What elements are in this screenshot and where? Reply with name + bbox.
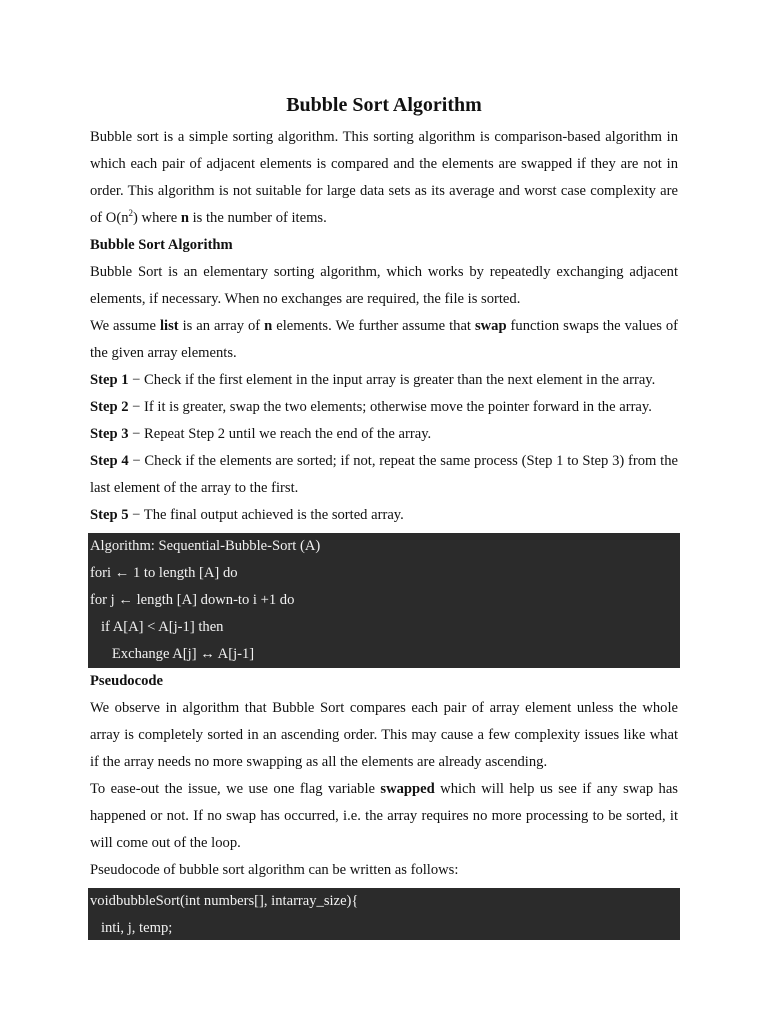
step-label: Step 1 (90, 372, 129, 388)
ease-swapped-bold: swapped (380, 781, 435, 797)
section-heading-pseudocode: Pseudocode (90, 673, 163, 689)
step-1 (90, 367, 678, 394)
assume-text-b: is an array of (178, 318, 265, 334)
step-label: Step 3 (90, 426, 129, 442)
code-line: fori ← 1 to length [A] do (90, 565, 238, 581)
step-text: − If it is greater, swap the two elements; otherwise move the pointer forward in the array. (128, 399, 652, 415)
code-line: voidbubbleSort(int numbers[], intarray_size){ (90, 893, 359, 909)
observe-paragraph: We observe in algorithm that Bubble Sort compares each pair of array element unless the whole array is completely sorted in an ascending order. This may cause a few complexity issues like what if the array needs no more swapping as all the elements are already ascending. (90, 700, 678, 770)
code-line: if A[A] < A[j-1] then (90, 619, 224, 635)
code-line: Exchange A[j] ↔ A[j-1] (90, 646, 255, 662)
assume-text-c: elements. We further assume that (272, 318, 475, 334)
step-label: Step 2 (90, 399, 129, 415)
step-text: − Check if the elements are sorted; if not, repeat the same process (Step 1 to Step 3) from the last element of the array to the first. (90, 453, 679, 496)
intro-paragraph (90, 124, 678, 232)
code-line: for j ← length [A] down-to i +1 do (90, 592, 295, 608)
algorithm-code-block (88, 533, 680, 668)
assume-n-bold: n (264, 318, 273, 334)
assume-text-a: We assume (90, 318, 160, 334)
assume-list-bold: list (159, 318, 179, 334)
step-5 (90, 502, 678, 529)
step-label: Step 4 (90, 453, 129, 469)
intro-text-2: ) where (133, 210, 181, 226)
code-line: inti, j, temp; (90, 920, 173, 936)
step-text: − Check if the first element in the input array is greater than the next element in the array. (128, 372, 656, 388)
intro-text-3: is the number of items. (188, 210, 327, 226)
step-4 (90, 448, 678, 502)
assume-swap-bold: swap (474, 318, 507, 334)
ease-text-b: which will help us see if any swap has happened or not. If no swap has occurred, i.e. the array requires no more processing to be sorted, it will come out of the loop. (90, 781, 678, 851)
elementary-paragraph: Bubble Sort is an elementary sorting algorithm, which works by repeatedly exchanging adjacent elements, if necessary. When no exchanges are required, the file is sorted. (90, 264, 678, 307)
ease-text-a: To ease-out the issue, we use one flag variable (90, 781, 381, 797)
assume-text-d: function swaps the values of the given array elements. (90, 318, 679, 361)
step-text: − Repeat Step 2 until we reach the end of the array. (128, 426, 432, 442)
code-line: Algorithm: Sequential-Bubble-Sort (A) (90, 538, 321, 554)
step-2 (90, 394, 678, 421)
page-title: Bubble Sort Algorithm (286, 94, 482, 116)
step-3 (90, 421, 678, 448)
assume-paragraph (90, 313, 678, 367)
pseudocode-block (88, 888, 680, 940)
step-label: Step 5 (90, 507, 129, 523)
step-text: − The final output achieved is the sorted array. (128, 507, 404, 523)
intro-superscript: 2 (128, 208, 134, 219)
pseudo-intro-paragraph: Pseudocode of bubble sort algorithm can be written as follows: (90, 862, 459, 878)
ease-paragraph (90, 776, 678, 857)
intro-text-1: Bubble sort is a simple sorting algorithm. This sorting algorithm is comparison-based algorithm in which each pair of adjacent elements is compared and the elements are swapped if they are not in order. This algorithm is not suitable for large data sets as its average and worst case complexity are of O(n (90, 129, 678, 226)
document-body (90, 124, 678, 940)
section-heading-algorithm: Bubble Sort Algorithm (90, 237, 233, 253)
intro-n-bold: n (180, 210, 189, 226)
